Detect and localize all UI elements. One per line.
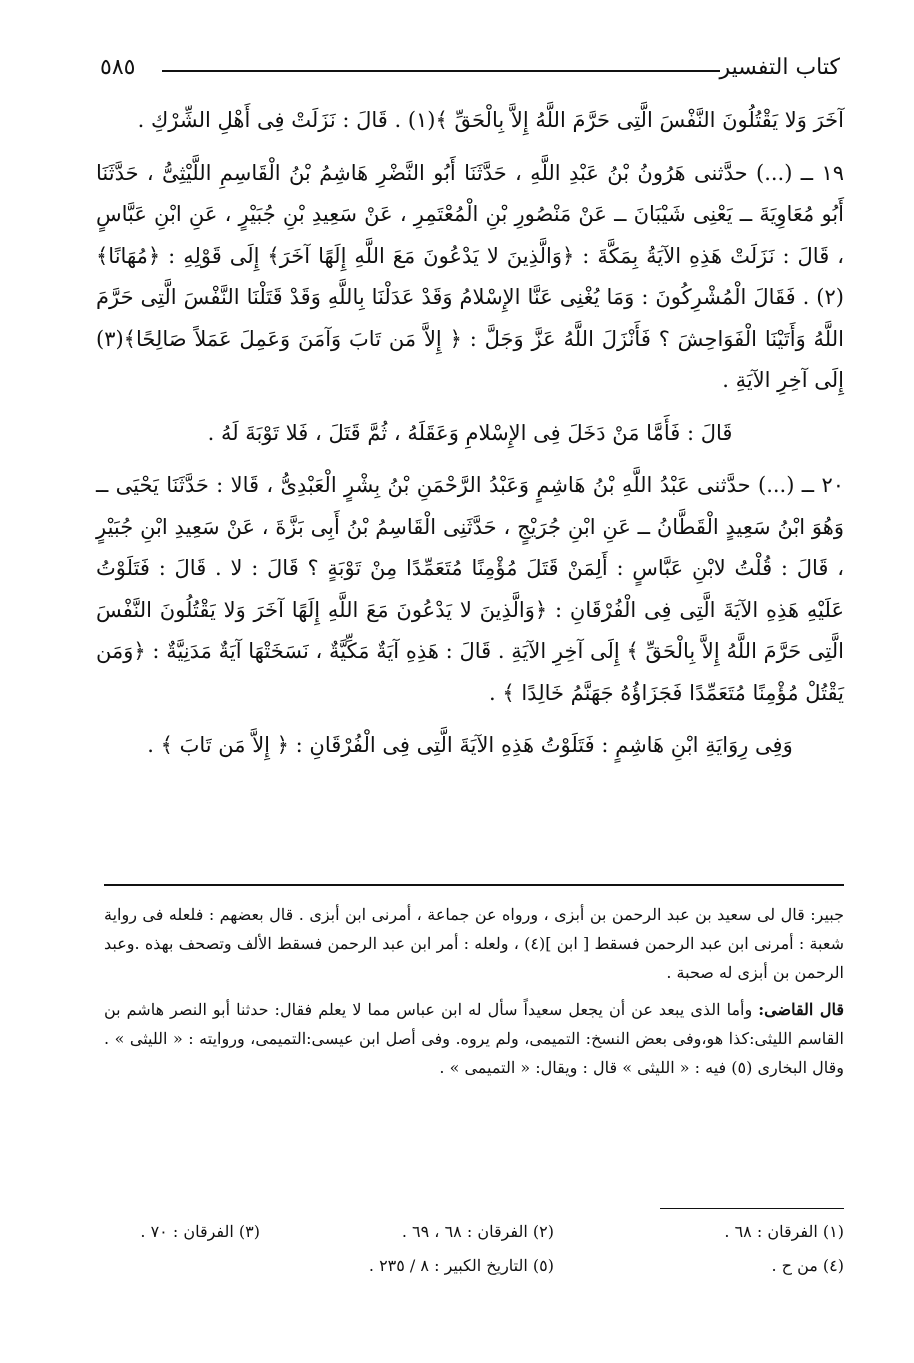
- hadith-19-note: قَالَ : فَأَمَّا مَنْ دَخَلَ فِى الإِسْلامِ وَعَقَلَهُ ، ثُمَّ قَتَلَ ، فَلا تَوْبَةَ لَهُ .: [207, 420, 733, 445]
- commentary-text: وأما الذى يبعد عن أن يجعل سعيداً سأل له ابن عباس مما لا يعلم فقال: حدثنا أبو النصر هاشم بن القاسم الليثى:كذا هو،وفى بعض النسخ: التميمى، ولم يروه. وفى أصل ابن عيسى:التميمى، وروايته : « الليثى » . وقال البخارى (٥) فيه : « الليثى » قال : ويقال: « التميمى » .: [104, 1000, 844, 1077]
- commentary-paragraph-2: [104, 995, 844, 1082]
- footnote-3: (٣) الفرقان : ٧٠ .: [140, 1222, 260, 1241]
- paragraph-verse-end: آخَرَ وَلا يَقْتُلُونَ النَّفْسَ الَّتِى حَرَّمَ اللَّهُ إِلاَّ بِالْحَقِّ ﴾(١) . قَالَ : نَزَلَتْ فِى أَهْلِ الشِّرْكِ .: [137, 108, 844, 132]
- page-number: ٥٨٥: [100, 55, 136, 80]
- commentary-label: قال القاضى:: [758, 1000, 845, 1019]
- hadith-20-variant: وَفِى رِوَايَةِ ابْنِ هَاشِمٍ : فَتَلَوْتُ هَذِهِ الآيَةَ الَّتِى فِى الْفُرْقَانِ : ﴿ إِلاَّ مَن تَابَ ﴾ .: [147, 733, 793, 757]
- footnote-5: (٥) التاريخ الكبير : ٨ / ٢٣٥ .: [368, 1256, 554, 1275]
- commentary: [104, 900, 844, 1090]
- commentary-separator: [104, 884, 844, 886]
- footnote-2: (٢) الفرقان : ٦٨ ، ٦٩ .: [401, 1222, 554, 1241]
- footnote-4: (٤) من ح .: [771, 1256, 844, 1275]
- hadith-20: ٢٠ ــ (...) حدَّثنى عَبْدُ اللَّهِ بْنُ هَاشِمٍ وَعَبْدُ الرَّحْمَنِ بْنُ بِشْرٍ الْعَبْدِىُّ ، قَالا : حَدَّثَنَا يَحْيَى ــ وَهُوَ ابْنُ سَعِيدٍ الْقَطَّانُ ــ عَنِ ابْنِ جُرَيْجٍ ، حَدَّثَنِى الْقَاسِمُ بْنُ أَبِى بَزَّةَ ، عَنْ سَعِيدِ ابْنِ جُبَيْرٍ ، قَالَ : قُلْتُ لابْنِ عَبَّاسٍ : أَلِمَنْ قَتَلَ مُؤْمِنًا مُتَعَمِّدًا مِنْ تَوْبَةٍ ؟ قَالَ : لا . قَالَ : فَتَلَوْتُ عَلَيْهِ هَذِهِ الآيَةَ الَّتِى فِى الْفُرْقَانِ : ﴿وَالَّذِينَ لا يَدْعُونَ مَعَ اللَّهِ إِلَهًا آخَرَ وَلا يَقْتُلُونَ النَّفْسَ الَّتِى حَرَّمَ اللَّهُ إِلاَّ بِالْحَقِّ ﴾ إِلَى آخِرِ الآيَةِ . قَالَ : هَذِهِ آيَةٌ مَكِّيَّةٌ ، نَسَخَتْهَا آيَةٌ مَدَنِيَّةٌ : ﴿وَمَن يَقْتُلْ مُؤْمِنًا مُتَعَمِّدًا فَجَزَاؤُهُ جَهَنَّمُ خَالِدًا ﴾ .: [96, 473, 844, 705]
- main-text: [96, 100, 844, 778]
- footnote-separator: [660, 1208, 844, 1209]
- header-rule: [162, 70, 720, 72]
- footnote-1: (١) الفرقان : ٦٨ .: [724, 1222, 844, 1241]
- commentary-paragraph-1: جبير: قال لى سعيد بن عبد الرحمن بن أبزى ، ورواه عن جماعة ، أمرنى ابن أبزى . قال بعضهم : فلعله فى رواية شعبة : أمرنى ابن عبد الرحمن فسقط [ ابن ](٤) ، ولعله : أمر ابن عبد الرحمن فسقط الألف وتصحف بهذه .وعبد الرحمن بن أبزى له صحبة .: [104, 905, 844, 982]
- hadith-19: ١٩ ــ (...) حدَّثنى هَرُونُ بْنُ عَبْدِ اللَّهِ ، حَدَّثَنَا أَبُو النَّضْرِ هَاشِمُ بْنُ الْقَاسِمِ اللَّيْثِىُّ ، حَدَّثَنَا أَبُو مُعَاوِيَةَ ــ يَعْنِى شَيْبَانَ ــ عَنْ مَنْصُورِ بْنِ الْمُعْتَمِرِ ، عَنْ سَعِيدِ بْنِ جُبَيْرٍ ، عَنِ ابْنِ عَبَّاسٍ ، قَالَ : نَزَلَتْ هَذِهِ الآيَةُ بِمَكَّةَ : ﴿وَالَّذِينَ لا يَدْعُونَ مَعَ اللَّهِ إِلَهًا آخَرَ﴾ إِلَى قَوْلِهِ : ﴿مُهَانًا﴾(٢) . فَقَالَ الْمُشْرِكُونَ : وَمَا يُغْنِى عَنَّا الإِسْلامُ وَقَدْ عَدَلْنَا بِاللَّهِ وَقَدْ قَتَلْنَا النَّفْسَ الَّتِى حَرَّمَ اللَّهُ وَأَتَيْنَا الْفَوَاحِشَ ؟ فَأَنْزَلَ اللَّهُ عَزَّ وَجَلَّ : ﴿ إِلاَّ مَن تَابَ وَآمَنَ وَعَمِلَ عَمَلاً صَالِحًا﴾(٣) إِلَى آخِرِ الآيَةِ .: [96, 160, 844, 392]
- running-header: [100, 55, 840, 89]
- book-title: كتاب التفسير: [719, 55, 840, 80]
